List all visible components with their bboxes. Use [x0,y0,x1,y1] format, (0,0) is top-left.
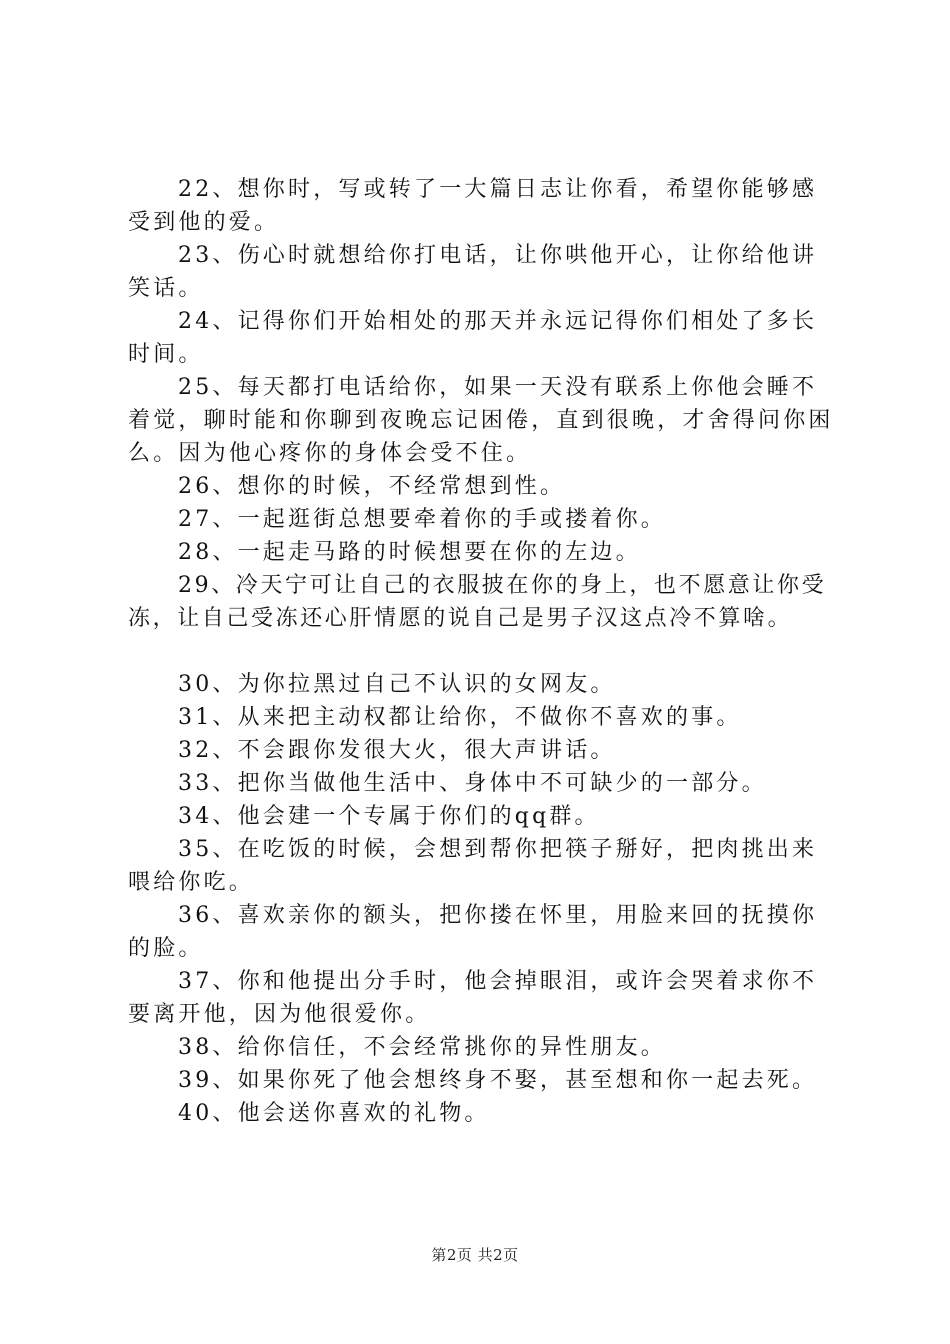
paragraph-34: 34、他会建一个专属于你们的qq群。 [178,804,600,829]
paragraph-33: 33、把你当做他生活中、身体中不可缺少的一部分。 [178,771,767,796]
paragraph-25: 25、每天都打电话给你，如果一天没有联系上你他会睡不着觉，聊时能和你聊到夜晚忘记困倦，直到很晚，才舍得问你困么。因为他心疼你的身体会受不住。 [128,375,834,466]
paragraph-30: 30、为你拉黑过自己不认识的女网友。 [178,672,616,697]
paragraph-26: 26、想你的时候，不经常想到性。 [178,474,566,499]
paragraph-37: 37、你和他提出分手时，他会掉眼泪，或许会哭着求你不要离开他，因为他很爱你。 [128,969,818,1027]
paragraph-22: 22、想你时，写或转了一大篇日志让你看，希望你能够感受到他的爱。 [128,177,818,235]
document-body [128,173,840,1130]
paragraph-27: 27、一起逛街总想要牵着你的手或搂着你。 [178,507,666,532]
paragraph-36: 36、喜欢亲你的额头，把你搂在怀里，用脸来回的抚摸你的脸。 [128,903,818,961]
paragraph-28: 28、一起走马路的时候想要在你的左边。 [178,540,641,565]
paragraph-gap [128,635,840,668]
paragraph-35: 35、在吃饭的时候，会想到帮你把筷子掰好，把肉挑出来喂给你吃。 [128,837,818,895]
paragraph-38: 38、给你信任，不会经常挑你的异性朋友。 [178,1035,666,1060]
paragraph-40: 40、他会送你喜欢的礼物。 [178,1101,490,1126]
paragraph-32: 32、不会跟你发很大火，很大声讲话。 [178,738,616,763]
page-number-footer: 第2页 共2页 [431,1246,519,1264]
paragraph-31: 31、从来把主动权都让给你，不做你不喜欢的事。 [178,705,742,730]
paragraph-23: 23、伤心时就想给你打电话，让你哄他开心，让你给他讲笑话。 [128,243,818,301]
paragraph-29: 29、冷天宁可让自己的衣服披在你的身上，也不愿意让你受冻，让自己受冻还心肝情愿的说自己是男子汉这点冷不算啥。 [128,573,827,631]
paragraph-24: 24、记得你们开始相处的那天并永远记得你们相处了多长时间。 [128,309,818,367]
paragraph-39: 39、如果你死了他会想终身不娶，甚至想和你一起去死。 [178,1068,818,1093]
